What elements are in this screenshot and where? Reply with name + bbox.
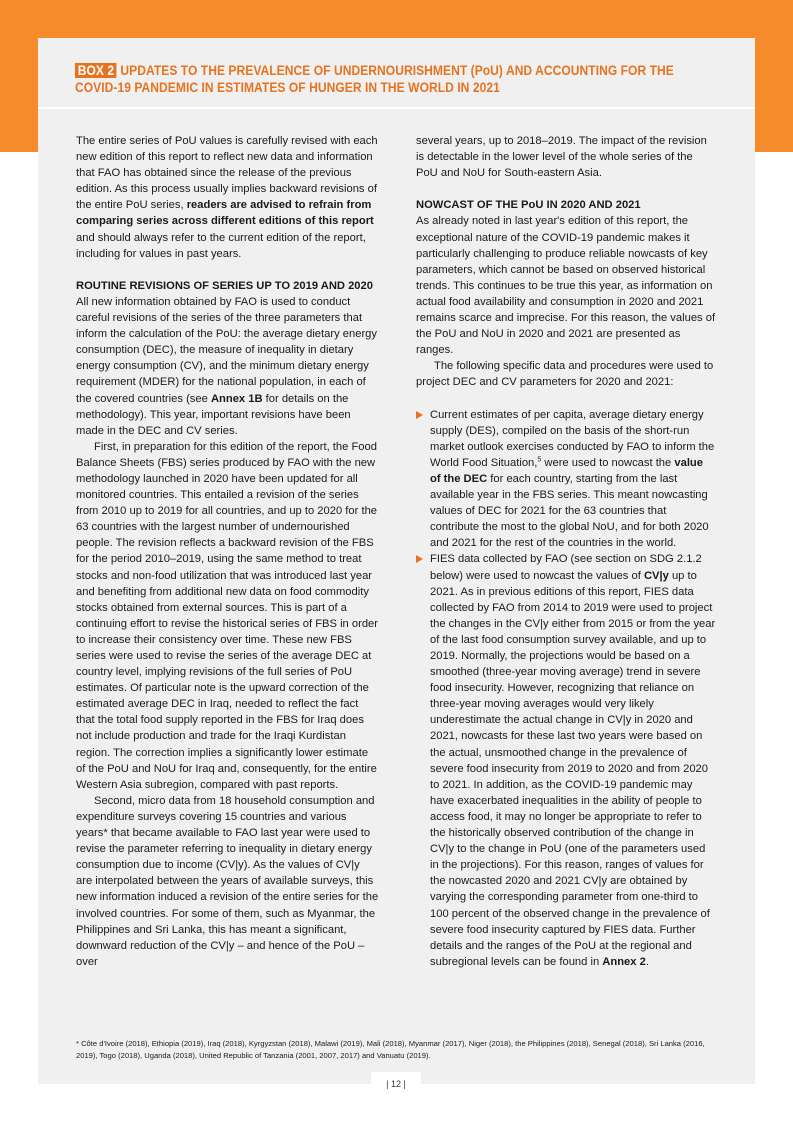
text-run: All new information obtained by FAO is used to conduct careful revisions of the series of the three parameters that inform the calculation of the PoU: the average dietary energy consumption (DEC), the measure of inequality in dietary energy consumption (CV), and the minimum dietary energy requirement (MDER) for the national population, in each of the covered countries (see (76, 295, 377, 405)
text-run: for details on the methodology). This year, important revisions have been made in the DEC and CV series. (76, 392, 351, 437)
section-heading-routine: ROUTINE REVISIONS OF SERIES UP TO 2019 AND 2020 (76, 279, 373, 292)
text-run: FIES data collected by FAO (see section on SDG 2.1.2 below) were used to nowcast the values of (430, 553, 702, 582)
paragraph-second: Second, micro data from 18 household consumption and expenditure surveys covering 15 countries and various years* that became available to FAO last year were used to revise the parameter referring to inequality in dietary energy consumption due to income (CV|y). As the values of CV|y are interpolated between the years of available surveys, this new information induced a revision of the entire series for the involved countries. For some of them, such as Myanmar, the Philippines and Sri Lanka, this has meant a significant, downward reduction of the CV|y – and hence of the PoU – over (76, 794, 379, 968)
right-column (416, 133, 716, 970)
annex-reference: Annex 1B (210, 392, 263, 405)
header-divider (38, 107, 755, 109)
text-run: Current estimates of per capita, average dietary energy supply (DES), compiled on the basis of the short-run market outlook exercises conducted by FAO to inform the World Food Situation, (430, 408, 715, 469)
paragraph-continuation: several years, up to 2018–2019. The impact of the revision is detectable in the lower level of the whole series of the PoU and NoU for South-eastern Asia. (416, 135, 707, 180)
box-title-text: UPDATES TO THE PREVALENCE OF UNDERNOURISHMENT (PoU) AND ACCOUNTING FOR THE COVID-19 PANDEMIC IN ESTIMATES OF HUNGER IN THE WORLD IN 2021 (75, 63, 674, 95)
text-run: The entire series of PoU values is carefully revised with each new edition of this report to reflect new data and information that FAO has obtained since the release of the previous edition. As this process usually implies backward revisions of the entire PoU series, (76, 135, 378, 212)
triangle-bullet-icon (416, 411, 423, 419)
text-run: were used to nowcast the (541, 456, 675, 469)
text-run: and should always refer to the current edition of the report, including for values in past years. (76, 231, 366, 260)
paragraph-nowcast: As already noted in last year's edition of this report, the exceptional nature of the COVID-19 pandemic makes it particularly challenging to produce reliable nowcasts of key parameters, which cannot be based on observed historical trends. This continues to be true this year, as information on actual food availability and consumption in 2020 and 2021 remains scarce and imprecise. For this reason, the values of the PoU and NoU in 2020 and 2021 are presented as ranges. (416, 215, 716, 357)
bold-text: value of the DEC (430, 456, 703, 485)
paragraph-procedures: The following specific data and procedures were used to project DEC and CV parameters for 2020 and 2021: (416, 360, 714, 389)
footnote: * Côte d'Ivoire (2018), Ethiopia (2019), Iraq (2018), Kyrgyzstan (2018), Malawi (2019), Mali (2018), Myanmar (2017), Niger (2018), the Philippines (2018), Senegal (2018), Sri Lanka (2016, 2019), Togo (2018), Uganda (2018), United Republic of Tanzania (2001, 2007, 2017) and Vanuatu (2019). (76, 1039, 705, 1060)
paragraph-first: First, in preparation for this edition of the report, the Food Balance Sheets (FBS) series produced by FAO with the new methodology launched in 2020 have been updated for all monitored countries. This entailed a revision of the series from 2010 up to 2019 for all countries, and up to 2020 for the 63 countries with the largest number of undernourished people. The revision reflects a backward revision of the FBS for the period 2010–2019, using the same method to treat stocks and non-food utilization that was introduced last year and benefiting from additional new data on food commodity stocks obtained from external sources. This is part of a continuing effort to revise the historical series of FBS in order to increase their consistency over time. These new FBS series were used to revise the series of the average DEC at country level, implying revisions of the full series of PoU estimates. Of particular note is the upward correction of the estimated average DEC in Iraq, needed to reflect the fact that the total food supply reported in the FBS for Iraq does not include production and trade for the Iraqi Kurdistan region. The correction implies a significantly lower estimate of the PoU and NoU for Iraq and, consequently, for the entire Western Asia subregion, compared with past reports. (76, 440, 379, 791)
intro-paragraph (76, 133, 379, 262)
paragraph-revisions (76, 294, 379, 439)
list-item (416, 407, 716, 552)
annex-reference: Annex 2 (602, 955, 646, 968)
box-tag: BOX 2 (75, 63, 117, 78)
footnote-ref: 5 (537, 456, 542, 464)
bold-text: CV|y (643, 569, 669, 582)
text-run: up to 2021. As in previous editions of this report, FIES data collected by FAO from 2014 to 2019 were used to project the changes in the CV|y either from 2015 or from the year of the last food consumption survey available, and up to 2019. Normally, the projections would be based on a smoothed (three-year moving average) trend in severe food insecurity. However, recognizing that reliance on three-year moving averages would very likely underestimate the actual change in CV|y in 2020 and 2021, nowcasts for these last two years were based on the actual, unsmoothed change in the prevalence of severe food insecurity from 2019 to 2020 and from 2020 to 2021. In addition, as the COVID-19 pandemic may have exacerbated inequalities in the ability of people to access food, it may no longer be appropriate to refer to the historically observed contribution of the change in CV|y to the change in PoU (one of the parameters used in the projections). For this reason, ranges of values for the nowcasted 2020 and 2021 CV|y are obtained by varying the corresponding parameter from one-third to 100 percent of the observed change in the prevalence of severe food insecurity captured by FIES data. Further details and the ranges of the PoU at the regional and subregional levels can be found in (430, 569, 716, 968)
bullet-list (416, 407, 716, 970)
list-item (416, 551, 716, 969)
page-number: | 12 | (371, 1072, 421, 1096)
box-header (38, 38, 755, 108)
triangle-bullet-icon (416, 555, 423, 563)
box-title (75, 62, 705, 96)
bold-text: readers are advised to refrain from comparing series across different editions of this report (76, 199, 374, 228)
section-heading-nowcast: NOWCAST OF THE PoU IN 2020 AND 2021 (416, 199, 641, 212)
text-run: for each country, starting from the last available year in the FBS series. This meant nowcasting values of DEC for 2021 for the 63 countries that contribute the most to the global NoU, and for both 2020 and 2021 for the rest of the countries in the world. (430, 472, 709, 550)
text-run: . (645, 955, 649, 968)
left-column (76, 133, 379, 970)
